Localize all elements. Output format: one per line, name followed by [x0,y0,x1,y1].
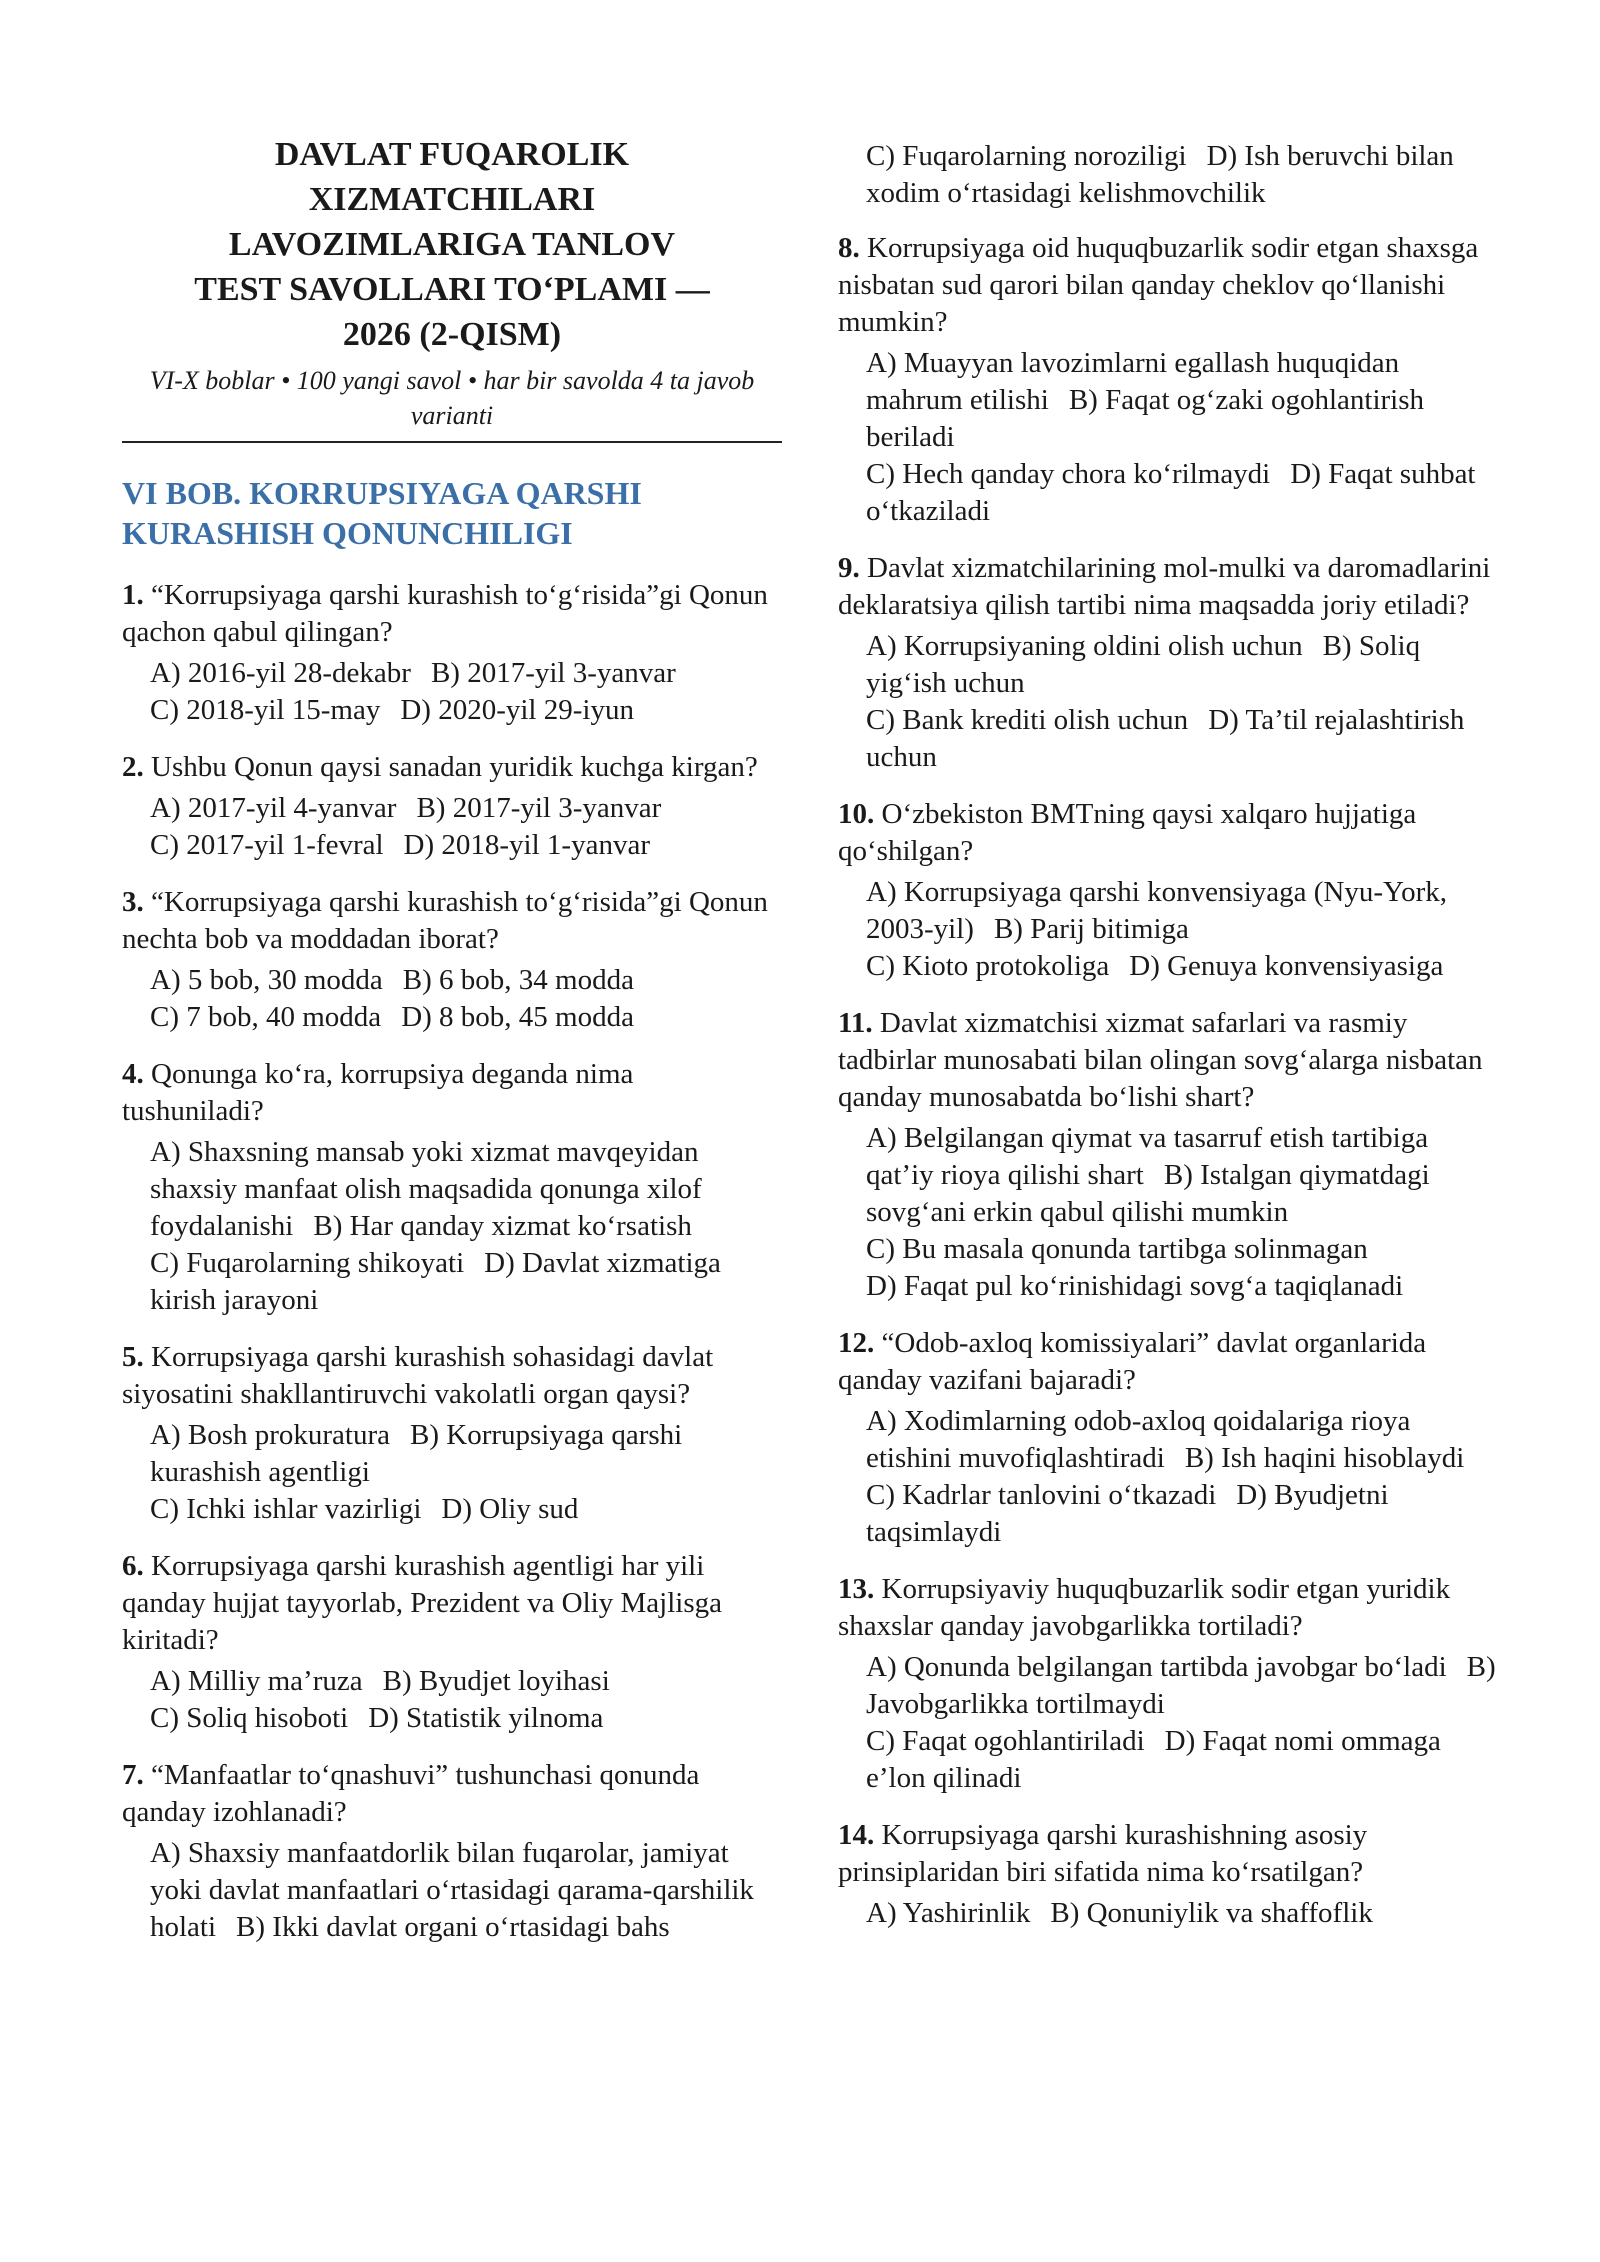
question-body: Korrupsiyaga qarshi kurashish sohasidagi davlat siyosatini shakllantiruvchi vakolatli organ qaysi? [122,1341,714,1410]
question-item [838,550,1498,776]
answer-option: A) Belgilangan qiymat va tasarruf etish tartibiga qat’iy rioya qilishi shart [866,1122,1429,1191]
document-title: DAVLAT FUQAROLIK XIZMATCHILARI LAVOZIMLARIGA TANLOV TEST SAVOLLARI TO‘PLAMI — 2026 (2-QISM) [194,136,710,353]
answer-option: D) Statistik yilnoma [368,1702,604,1734]
document-subtitle: VI-X boblar • 100 yangi savol • har bir savolda 4 ta javob varianti [149,366,755,430]
right-column [838,134,1498,1952]
question-text [838,230,1498,341]
question-item [122,1339,782,1528]
question-body: Davlat xizmatchilarining mol-mulki va daromadlarini deklaratsiya qilish tartibi nima maqsadda joriy etiladi? [838,552,1491,621]
option-line [866,628,1498,702]
option-line [866,948,1498,985]
question-text [838,1571,1498,1645]
answer-option: D) 2020-yil 29-iyun [400,694,634,726]
question-item [838,796,1498,985]
answer-options [866,628,1498,776]
question-item [122,1757,782,1946]
document-header [122,132,782,443]
answer-options [150,962,782,1036]
option-line [150,1663,782,1700]
answer-options [866,1120,1498,1305]
question-text [838,1817,1498,1891]
answer-options [150,1835,782,1946]
answer-option: A) Qonunda belgilangan tartibda javobgar bo‘ladi [866,1651,1447,1683]
answer-option: D) Ta’til rejalashtirish uchun [866,704,1465,773]
question-text [122,1757,782,1831]
answer-option: A) Korrupsiyaning oldini olish uchun [866,630,1303,662]
option-line [866,345,1498,456]
question-number: 8. [838,232,860,264]
answer-option: D) Faqat suhbat o‘tkaziladi [866,458,1476,527]
question-text [122,1339,782,1413]
answer-option: C) Ichki ishlar vazirligi [150,1493,422,1525]
answer-option: B) Faqat og‘zaki ogohlantirish beriladi [866,384,1425,453]
answer-options [866,874,1498,985]
answer-options [866,1403,1498,1551]
question-text [838,1005,1498,1116]
answer-options [150,655,782,729]
answer-options [150,1663,782,1737]
answer-option: C) 2017-yil 1-fevral [150,829,384,861]
answer-option: C) Fuqarolarning noroziligi [866,140,1187,172]
question-body: Ushbu Qonun qaysi sanadan yuridik kuchga kirgan? [151,751,758,783]
option-line [150,1491,782,1528]
question-item [122,577,782,729]
question-text [122,1548,782,1659]
answer-option: A) Muayyan lavozimlarni egallash huquqidan mahrum etilishi [866,347,1400,416]
question-item [838,1325,1498,1551]
question-body: “Korrupsiyaga qarshi kurashish to‘g‘risida”gi Qonun nechta bob va moddadan iborat? [122,886,768,955]
question-number: 9. [838,552,860,584]
answer-option: C) Bu masala qonunda tartibga solinmagan [866,1233,1368,1265]
question-body: Korrupsiyaga qarshi kurashish agentligi har yili qanday hujjat tayyorlab, Prezident va Oliy Majlisga kiritadi? [122,1550,722,1656]
answer-options [866,1895,1498,1932]
answer-option: A) Milliy ma’ruza [150,1665,363,1697]
answer-options [150,1134,782,1319]
option-line [150,790,782,827]
option-line [866,1477,1498,1551]
question-number: 11. [838,1007,873,1039]
answer-options [150,790,782,864]
question-number: 14. [838,1819,875,1851]
answer-option: C) Faqat ogohlantiriladi [866,1725,1145,1757]
answer-option: B) Istalgan qiymatdagi sovg‘ani erkin qabul qilishi mumkin [866,1159,1430,1228]
option-line [150,1134,782,1245]
question-number: 13. [838,1573,875,1605]
question-item [838,1005,1498,1305]
question-text [838,550,1498,624]
option-line [866,1231,1498,1268]
answer-option: C) 2018-yil 15-may [150,694,381,726]
answer-option: D) Faqat pul ko‘rinishidagi sovg‘a taqiqlanadi [866,1270,1404,1302]
option-line [866,456,1498,530]
answer-option: C) Kadrlar tanlovini o‘tkazadi [866,1479,1217,1511]
option-line [866,1268,1498,1305]
question-number: 2. [122,751,144,783]
answer-option: B) 2017-yil 3-yanvar [416,792,662,824]
answer-option: A) 2017-yil 4-yanvar [150,792,397,824]
question-text [838,796,1498,870]
answer-option: C) Kioto protokoliga [866,950,1110,982]
question-body: “Manfaatlar to‘qnashuvi” tushunchasi qonunda qanday izohlanadi? [122,1759,700,1828]
question-text [122,749,782,786]
option-line [150,692,782,729]
question-body: Korrupsiyaviy huquqbuzarlik sodir etgan yuridik shaxslar qanday javobgarlikka tortiladi? [838,1573,1451,1642]
question-item [838,230,1498,530]
answer-option: B) Korrupsiyaga qarshi kurashish agentligi [150,1419,683,1488]
answer-option: B) 2017-yil 3-yanvar [430,657,676,689]
answer-option: B) Soliq yig‘ish uchun [866,630,1421,699]
question-body: O‘zbekiston BMTning qaysi xalqaro hujjatiga qo‘shilgan? [838,798,1417,867]
option-line [866,702,1498,776]
option-line [866,138,1498,212]
answer-option: A) 2016-yil 28-dekabr [150,657,411,689]
option-line [866,874,1498,948]
answer-options [150,1417,782,1528]
answer-option: C) Hech qanday chora ko‘rilmaydi [866,458,1271,490]
question-list [122,577,782,1946]
question-item [122,1056,782,1319]
question-number: 6. [122,1550,144,1582]
chapter-heading: VI BOB. KORRUPSIYAGA QARSHI KURASHISH QONUNCHILIGI [122,475,642,551]
option-line [150,827,782,864]
answer-option: D) Genuya konvensiyasiga [1129,950,1444,982]
answer-option: B) Ikki davlat organi o‘rtasidagi bahs [236,1911,670,1943]
answer-option: B) Parij bitimiga [993,913,1189,945]
option-line [150,999,782,1036]
question-number: 1. [122,579,144,611]
option-line [866,1895,1498,1932]
answer-option: C) Bank krediti olish uchun [866,704,1189,736]
answer-option: B) 6 bob, 34 modda [402,964,634,996]
answer-option: B) Qonuniylik va shaffoflik [1050,1897,1373,1929]
answer-option: B) Ish haqini hisoblaydi [1184,1442,1465,1474]
question-text [838,1325,1498,1399]
question-item [838,1817,1498,1932]
answer-option: A) Shaxsiy manfaatdorlik bilan fuqarolar, jamiyat yoki davlat manfaatlari o‘rtasidagi qarama-qarshilik holati [150,1837,754,1943]
option-line [866,1120,1498,1231]
question-number: 3. [122,886,144,918]
option-line [866,1723,1498,1797]
option-line [150,1835,782,1946]
answer-option: A) Xodimlarning odob-axloq qoidalariga rioya etishini muvofiqlashtiradi [866,1405,1411,1474]
header-divider [122,441,782,443]
question-text [122,1056,782,1130]
answer-option: D) 8 bob, 45 modda [401,1001,634,1033]
answer-option: C) 7 bob, 40 modda [150,1001,382,1033]
answer-options [866,345,1498,530]
question-number: 12. [838,1327,875,1359]
question-item [122,1548,782,1737]
question-body: “Korrupsiyaga qarshi kurashish to‘g‘risida”gi Qonun qachon qabul qilingan? [122,579,768,648]
answer-option: D) Faqat nomi ommaga e’lon qilinadi [866,1725,1441,1794]
answer-option: B) Byudjet loyihasi [382,1665,610,1697]
question-body: “Odob-axloq komissiyalari” davlat organlarida qanday vazifani bajaradi? [838,1327,1427,1396]
answer-option: B) Har qanday xizmat ko‘rsatish [313,1210,692,1242]
question-number: 7. [122,1759,144,1791]
question-body: Davlat xizmatchisi xizmat safarlari va rasmiy tadbirlar munosabati bilan olingan sovg‘alarga nisbatan qanday munosabatda bo‘lishi shart? [838,1007,1483,1113]
question-number: 4. [122,1058,144,1090]
question-text [122,884,782,958]
left-column [122,132,782,1966]
option-line [866,1649,1498,1723]
answer-option: B) Javobgarlikka tortilmaydi [866,1651,1496,1720]
continued-options [866,138,1498,212]
question-item [122,884,782,1036]
option-line [150,1700,782,1737]
answer-option: A) Yashirinlik [866,1897,1031,1929]
question-body: Korrupsiyaga qarshi kurashishning asosiy prinsiplaridan biri sifatida nima ko‘rsatilgan? [838,1819,1368,1888]
answer-option: A) Bosh prokuratura [150,1419,391,1451]
question-number: 5. [122,1341,144,1373]
answer-option: A) Shaxsning mansab yoki xizmat mavqeyidan shaxsiy manfaat olish maqsadida qonunga xilof foydalanishi [150,1136,702,1242]
question-body: Qonunga ko‘ra, korrupsiya deganda nima tushuniladi? [122,1058,634,1127]
option-line [150,655,782,692]
answer-option: D) Byudjetni taqsimlaydi [866,1479,1389,1548]
answer-option: D) Davlat xizmatiga kirish jarayoni [150,1247,721,1316]
question-body: Korrupsiyaga oid huquqbuzarlik sodir etgan shaxsga nisbatan sud qarori bilan qanday cheklov qo‘llanishi mumkin? [838,232,1479,338]
answer-option: C) Soliq hisoboti [150,1702,349,1734]
answer-option: D) Oliy sud [441,1493,579,1525]
option-line [866,1403,1498,1477]
option-line [150,1417,782,1491]
answer-option: A) Korrupsiyaga qarshi konvensiyaga (Nyu-York, 2003-yil) [866,876,1447,945]
answer-option: D) 2018-yil 1-yanvar [403,829,650,861]
question-item [838,1571,1498,1797]
question-list [838,230,1498,1932]
answer-option: A) 5 bob, 30 modda [150,964,383,996]
question-text [122,577,782,651]
question-item [122,749,782,864]
answer-option: D) Ish beruvchi bilan xodim o‘rtasidagi kelishmovchilik [866,140,1454,209]
question-number: 10. [838,798,875,830]
option-line [150,1245,782,1319]
answer-options [866,1649,1498,1797]
answer-option: C) Fuqarolarning shikoyati [150,1247,465,1279]
option-line [150,962,782,999]
